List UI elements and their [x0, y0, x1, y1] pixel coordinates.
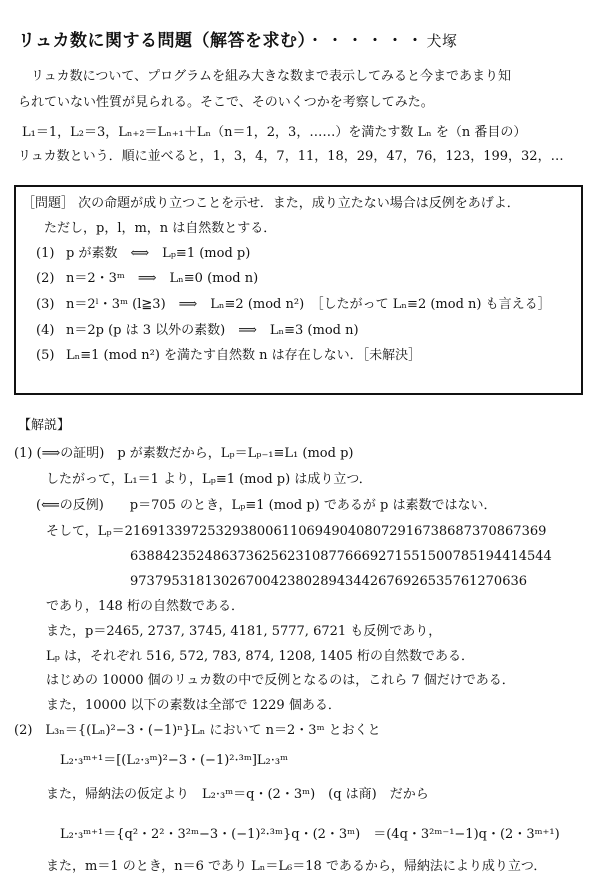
explanation-line-6: 973795318130267004238028943442676926535761270636	[130, 574, 528, 589]
explanation-line-11: また，10000 以下の素数は全部で 1229 個ある．	[46, 698, 341, 713]
explanation-line-16: また，m＝1 のとき，n＝6 であり Lₙ＝L₆＝18 であるから，帰納法により成り立つ．	[46, 859, 547, 874]
intro-line-2: られていない性質が見られる。そこで、そのいくつかを考察してみた。	[18, 95, 434, 110]
problem-condition: ただし，p，l，m，n は自然数とする．	[44, 221, 277, 236]
explanation-line-4: そして，Lₚ＝216913397253293800611069490408072916738687370867369	[46, 524, 547, 539]
author-name: 犬塚	[426, 32, 458, 50]
problem-heading: ［問題］ 次の命題が成り立つことを示せ．また，成り立たない場合は反例をあげよ．	[22, 196, 520, 211]
problem-item-5-num: (5)	[36, 348, 55, 363]
explanation-line-5: 638842352486373625623108776669271551500785194414544	[130, 549, 552, 564]
problem-item-4: n＝2p (p は 3 以外の素数) ⟹ Lₙ≡3 (mod n)	[66, 323, 359, 338]
explanation-heading: 【解説】	[18, 418, 71, 433]
explanation-line-14: また，帰納法の仮定より L₂·₃ᵐ＝q・(2・3ᵐ) (q は商) だから	[46, 787, 429, 802]
problem-item-2-num: (2)	[36, 271, 55, 286]
explanation-line-7: であり，148 桁の自然数である．	[46, 599, 244, 614]
definition-line-1: L₁＝1，L₂＝3，Lₙ₊₂＝Lₙ₊₁＋Lₙ（n＝1，2，3，……）を満たす数 Lₙ を（n 番目の）	[22, 125, 527, 140]
problem-item-5: Lₙ≡1 (mod n²) を満たす自然数 n は存在しない．［未解決］	[66, 348, 422, 363]
problem-item-2: n＝2・3ᵐ ⟹ Lₙ≡0 (mod n)	[66, 271, 259, 286]
problem-item-3-num: (3)	[36, 297, 55, 312]
explanation-line-8: また，p＝2465, 2737, 3745, 4181, 5777, 6721 も反例であり，	[46, 624, 442, 639]
explanation-line-9: Lₚ は，それぞれ 516, 572, 783, 874, 1208, 1405 桁の自然数である．	[46, 649, 474, 664]
intro-line-1: リュカ数について、プログラムを組み大きな数まで表示してみると今まであまり知	[18, 69, 511, 84]
page-title	[18, 26, 458, 51]
problem-item-3: n＝2ˡ・3ᵐ (l≧3) ⟹ Lₙ≡2 (mod n²) ［したがって Lₙ≡2 (mod n) も言える］	[66, 297, 551, 312]
explanation-line-3: (⟸の反例) p＝705 のとき，Lₚ≡1 (mod p) であるが p は素数ではない．	[36, 498, 497, 513]
problem-item-4-num: (4)	[36, 323, 55, 338]
explanation-line-13: L₂·₃ᵐ⁺¹＝[(L₂·₃ᵐ)²−3・(−1)²·³ᵐ]L₂·₃ᵐ	[60, 753, 289, 768]
problem-item-1-num: (1)	[36, 246, 55, 261]
definition-line-2: リュカ数という．順に並べると，1，3，4，7，11，18，29，47，76，123，199，32，…	[18, 149, 564, 164]
title-text: リュカ数に関する問題（解答を求む）	[18, 31, 307, 51]
problem-item-1: p が素数 ⟺ Lₚ≡1 (mod p)	[66, 246, 251, 261]
explanation-line-10: はじめの 10000 個のリュカ数の中で反例となるのは，これら 7 個だけである．	[46, 673, 515, 688]
explanation-line-12: (2) L₃ₙ＝{(Lₙ)²−3・(−1)ⁿ}Lₙ において n＝2・3ᵐ とおくと	[14, 723, 381, 738]
title-dots: ・・・・・・	[306, 31, 427, 51]
explanation-line-2: したがって，L₁＝1 より，Lₚ≡1 (mod p) は成り立つ．	[46, 472, 372, 487]
explanation-line-15: L₂·₃ᵐ⁺¹＝{q²・2²・3²ᵐ−3・(−1)²·³ᵐ}q・(2・3ᵐ) ＝(4q・3²ᵐ⁻¹−1)q・(2・3ᵐ⁺¹)	[60, 827, 560, 842]
explanation-line-1: (1) (⟹の証明) p が素数だから，Lₚ＝Lₚ₋₁≡L₁ (mod p)	[14, 446, 354, 461]
